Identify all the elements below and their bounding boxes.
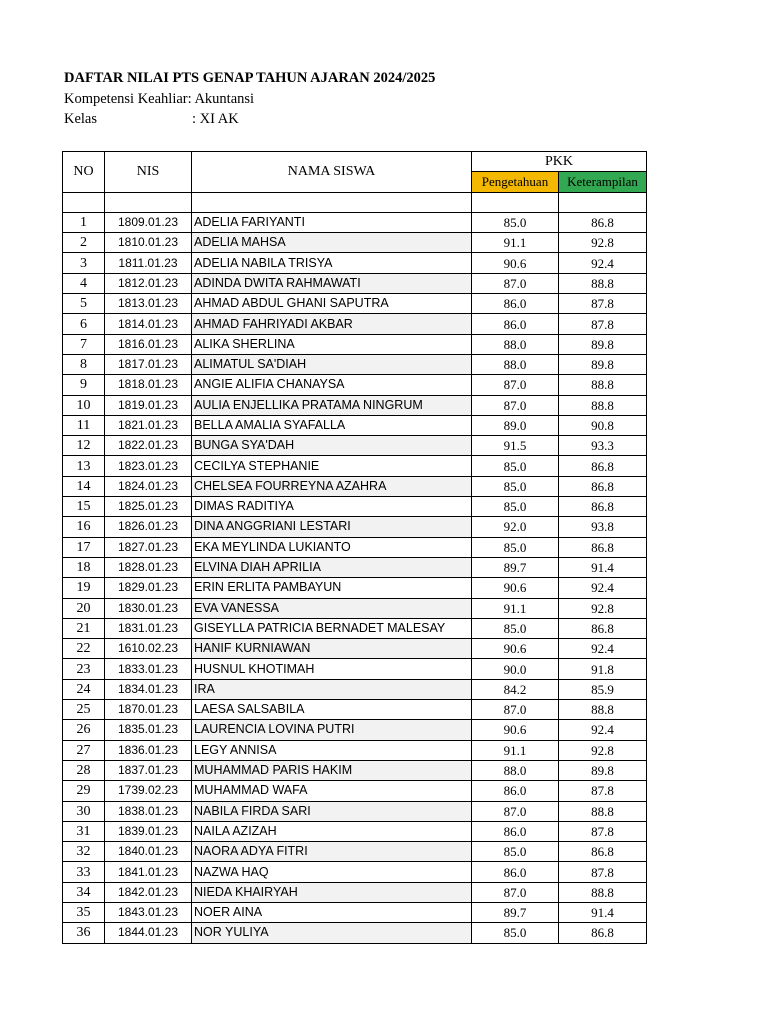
table-row [63,700,647,720]
cell-nis: 1828.01.23 [105,557,192,577]
cell-no: 5 [63,294,105,314]
kelas-line [64,111,239,128]
cell-no: 31 [63,821,105,841]
cell-nama: DINA ANGGRIANI LESTARI [192,517,472,537]
cell-nama: ERIN ERLITA PAMBAYUN [192,578,472,598]
table-row [63,923,647,943]
column-header-keterampilan: Keterampilan [559,172,647,192]
cell-nis: 1836.01.23 [105,740,192,760]
cell-keterampilan: 86.8 [559,497,647,517]
cell-no: 21 [63,618,105,638]
cell-nis: 1827.01.23 [105,537,192,557]
cell-nama: DIMAS RADITIYA [192,497,472,517]
cell-keterampilan: 92.4 [559,253,647,273]
cell-keterampilan: 92.8 [559,740,647,760]
cell-nama: ALIKA SHERLINA [192,334,472,354]
cell-nis: 1830.01.23 [105,598,192,618]
table-row [63,740,647,760]
cell-nis: 1814.01.23 [105,314,192,334]
cell-pengetahuan: 88.0 [472,354,559,374]
cell-keterampilan: 92.4 [559,578,647,598]
cell-pengetahuan: 86.0 [472,821,559,841]
cell-no: 17 [63,537,105,557]
cell-nama: MUHAMMAD PARIS HAKIM [192,760,472,780]
cell-nis: 1843.01.23 [105,902,192,922]
cell-pengetahuan: 89.7 [472,902,559,922]
cell-nama: ADELIA FARIYANTI [192,212,472,232]
table-row [63,821,647,841]
cell-keterampilan: 88.8 [559,375,647,395]
cell-nis: 1813.01.23 [105,294,192,314]
cell-nis: 1824.01.23 [105,476,192,496]
table-row [63,415,647,435]
cell-pengetahuan: 91.1 [472,233,559,253]
cell-nis: 1835.01.23 [105,720,192,740]
cell-nis: 1837.01.23 [105,760,192,780]
cell-keterampilan: 90.8 [559,415,647,435]
column-header-nis: NIS [105,152,192,193]
cell-keterampilan: 87.8 [559,294,647,314]
table-row [63,294,647,314]
cell-nis: 1817.01.23 [105,354,192,374]
cell-nama: CHELSEA FOURREYNA AZAHRA [192,476,472,496]
cell-no: 19 [63,578,105,598]
cell-no: 20 [63,598,105,618]
table-row [63,781,647,801]
table-row [63,253,647,273]
cell-no: 26 [63,720,105,740]
cell-nis: 1834.01.23 [105,679,192,699]
cell-keterampilan: 86.8 [559,618,647,638]
cell-pengetahuan: 90.6 [472,720,559,740]
cell-pengetahuan: 86.0 [472,314,559,334]
cell-nama: EVA VANESSA [192,598,472,618]
cell-no: 29 [63,781,105,801]
cell-no: 6 [63,314,105,334]
cell-nama: LEGY ANNISA [192,740,472,760]
cell-nis: 1831.01.23 [105,618,192,638]
cell-nama: IRA [192,679,472,699]
table-row [63,517,647,537]
table-row [63,720,647,740]
cell-nis: 1739.02.23 [105,781,192,801]
cell-no: 1 [63,212,105,232]
kelas-value: : XI AK [192,111,239,127]
cell-keterampilan: 89.8 [559,760,647,780]
cell-pengetahuan: 85.0 [472,923,559,943]
cell-nama: ADINDA DWITA RAHMAWATI [192,273,472,293]
cell-no: 30 [63,801,105,821]
cell-nis: 1833.01.23 [105,659,192,679]
column-header-pengetahuan: Pengetahuan [472,172,559,192]
cell-nis: 1839.01.23 [105,821,192,841]
cell-keterampilan: 89.8 [559,354,647,374]
cell-nama: ADELIA MAHSA [192,233,472,253]
cell-no: 34 [63,882,105,902]
table-row [63,497,647,517]
blank-row [63,192,647,212]
cell-nama: ALIMATUL SA'DIAH [192,354,472,374]
cell-keterampilan: 88.8 [559,882,647,902]
table-row [63,354,647,374]
cell-pengetahuan: 87.0 [472,801,559,821]
cell-nis: 1821.01.23 [105,415,192,435]
table-row [63,659,647,679]
kompetensi-line: Kompetensi Keahliar: Akuntansi [64,91,255,107]
cell-pengetahuan: 87.0 [472,700,559,720]
cell-no: 18 [63,557,105,577]
cell-pengetahuan: 87.0 [472,273,559,293]
table-row [63,334,647,354]
table-row [63,557,647,577]
cell-nama: AULIA ENJELLIKA PRATAMA NINGRUM [192,395,472,415]
cell-nama: NAZWA HAQ [192,862,472,882]
cell-nama: NOR YULIYA [192,923,472,943]
cell-no: 9 [63,375,105,395]
cell-keterampilan: 91.4 [559,902,647,922]
cell-nama: ANGIE ALIFIA CHANAYSA [192,375,472,395]
cell-pengetahuan: 91.5 [472,436,559,456]
cell-pengetahuan: 90.6 [472,578,559,598]
cell-no: 32 [63,842,105,862]
cell-nama: LAURENCIA LOVINA PUTRI [192,720,472,740]
cell-keterampilan: 91.4 [559,557,647,577]
cell-keterampilan: 88.8 [559,395,647,415]
cell-nis: 1838.01.23 [105,801,192,821]
cell-pengetahuan: 92.0 [472,517,559,537]
cell-no: 36 [63,923,105,943]
cell-pengetahuan: 84.2 [472,679,559,699]
cell-no: 23 [63,659,105,679]
cell-pengetahuan: 85.0 [472,476,559,496]
cell-nama: HANIF KURNIAWAN [192,639,472,659]
cell-nis: 1825.01.23 [105,497,192,517]
grades-table [62,151,647,944]
cell-keterampilan: 91.8 [559,659,647,679]
column-group-pkk: PKK [472,152,647,172]
cell-keterampilan: 87.8 [559,821,647,841]
cell-pengetahuan: 89.7 [472,557,559,577]
cell-nama: GISEYLLA PATRICIA BERNADET MALESAY [192,618,472,638]
table-row [63,760,647,780]
cell-no: 27 [63,740,105,760]
cell-pengetahuan: 86.0 [472,294,559,314]
cell-pengetahuan: 91.1 [472,598,559,618]
cell-nis: 1811.01.23 [105,253,192,273]
cell-pengetahuan: 90.0 [472,659,559,679]
cell-no: 4 [63,273,105,293]
cell-nis: 1823.01.23 [105,456,192,476]
cell-no: 35 [63,902,105,922]
column-header-no: NO [63,152,105,193]
cell-pengetahuan: 87.0 [472,395,559,415]
cell-no: 22 [63,639,105,659]
table-row [63,679,647,699]
cell-nama: NIEDA KHAIRYAH [192,882,472,902]
cell-pengetahuan: 88.0 [472,760,559,780]
cell-nis: 1818.01.23 [105,375,192,395]
cell-keterampilan: 87.8 [559,862,647,882]
cell-nama: ADELIA NABILA TRISYA [192,253,472,273]
table-row [63,578,647,598]
cell-keterampilan: 93.8 [559,517,647,537]
cell-pengetahuan: 85.0 [472,842,559,862]
document-title: DAFTAR NILAI PTS GENAP TAHUN AJARAN 2024/2025 [64,70,436,86]
table-row [63,842,647,862]
cell-no: 33 [63,862,105,882]
cell-no: 7 [63,334,105,354]
cell-pengetahuan: 90.6 [472,639,559,659]
cell-nis: 1812.01.23 [105,273,192,293]
cell-keterampilan: 88.8 [559,801,647,821]
cell-no: 12 [63,436,105,456]
cell-no: 10 [63,395,105,415]
cell-nama: NAORA ADYA FITRI [192,842,472,862]
table-row [63,314,647,334]
cell-no: 15 [63,497,105,517]
table-row [63,395,647,415]
cell-keterampilan: 86.8 [559,923,647,943]
cell-pengetahuan: 90.6 [472,253,559,273]
cell-nis: 1610.02.23 [105,639,192,659]
table-row [63,476,647,496]
table-row [63,882,647,902]
cell-nis: 1844.01.23 [105,923,192,943]
cell-nama: BUNGA SYA'DAH [192,436,472,456]
cell-nis: 1819.01.23 [105,395,192,415]
cell-pengetahuan: 91.1 [472,740,559,760]
table-row [63,618,647,638]
cell-nis: 1816.01.23 [105,334,192,354]
cell-nama: EKA MEYLINDA LUKIANTO [192,537,472,557]
table-row [63,862,647,882]
cell-no: 25 [63,700,105,720]
cell-no: 28 [63,760,105,780]
cell-nis: 1870.01.23 [105,700,192,720]
cell-pengetahuan: 88.0 [472,334,559,354]
table-row [63,598,647,618]
cell-pengetahuan: 89.0 [472,415,559,435]
cell-nama: NAILA AZIZAH [192,821,472,841]
table-row [63,801,647,821]
cell-nis: 1829.01.23 [105,578,192,598]
cell-keterampilan: 93.3 [559,436,647,456]
cell-no: 13 [63,456,105,476]
cell-nama: NOER AINA [192,902,472,922]
cell-keterampilan: 85.9 [559,679,647,699]
cell-no: 8 [63,354,105,374]
cell-no: 11 [63,415,105,435]
cell-nama: LAESA SALSABILA [192,700,472,720]
cell-pengetahuan: 85.0 [472,212,559,232]
cell-nis: 1810.01.23 [105,233,192,253]
cell-keterampilan: 86.8 [559,537,647,557]
cell-pengetahuan: 87.0 [472,882,559,902]
cell-nis: 1841.01.23 [105,862,192,882]
table-row [63,456,647,476]
table-row [63,537,647,557]
table-row [63,375,647,395]
cell-keterampilan: 87.8 [559,314,647,334]
cell-pengetahuan: 86.0 [472,862,559,882]
table-row [63,902,647,922]
cell-keterampilan: 86.8 [559,212,647,232]
cell-keterampilan: 92.8 [559,233,647,253]
cell-keterampilan: 92.4 [559,720,647,740]
table-row [63,436,647,456]
kelas-label: Kelas [64,111,98,127]
table-row [63,212,647,232]
cell-keterampilan: 92.4 [559,639,647,659]
cell-keterampilan: 89.8 [559,334,647,354]
cell-keterampilan: 88.8 [559,700,647,720]
cell-keterampilan: 88.8 [559,273,647,293]
table-row [63,639,647,659]
cell-nama: ELVINA DIAH APRILIA [192,557,472,577]
cell-pengetahuan: 85.0 [472,537,559,557]
cell-no: 24 [63,679,105,699]
cell-no: 2 [63,233,105,253]
cell-keterampilan: 87.8 [559,781,647,801]
cell-pengetahuan: 85.0 [472,456,559,476]
table-row [63,273,647,293]
cell-nis: 1826.01.23 [105,517,192,537]
cell-nama: AHMAD ABDUL GHANI SAPUTRA [192,294,472,314]
cell-nama: CECILYA STEPHANIE [192,456,472,476]
cell-keterampilan: 86.8 [559,456,647,476]
cell-pengetahuan: 85.0 [472,497,559,517]
cell-no: 3 [63,253,105,273]
cell-keterampilan: 86.8 [559,842,647,862]
cell-keterampilan: 92.8 [559,598,647,618]
cell-pengetahuan: 85.0 [472,618,559,638]
column-header-nama: NAMA SISWA [192,152,472,193]
cell-no: 16 [63,517,105,537]
cell-nis: 1822.01.23 [105,436,192,456]
cell-nama: NABILA FIRDA SARI [192,801,472,821]
cell-nama: MUHAMMAD WAFA [192,781,472,801]
cell-nama: BELLA AMALIA SYAFALLA [192,415,472,435]
table-body [63,192,647,943]
cell-nis: 1842.01.23 [105,882,192,902]
table-row [63,233,647,253]
cell-nis: 1840.01.23 [105,842,192,862]
cell-no: 14 [63,476,105,496]
cell-pengetahuan: 86.0 [472,781,559,801]
cell-nama: AHMAD FAHRIYADI AKBAR [192,314,472,334]
cell-keterampilan: 86.8 [559,476,647,496]
cell-pengetahuan: 87.0 [472,375,559,395]
cell-nis: 1809.01.23 [105,212,192,232]
cell-nama: HUSNUL KHOTIMAH [192,659,472,679]
